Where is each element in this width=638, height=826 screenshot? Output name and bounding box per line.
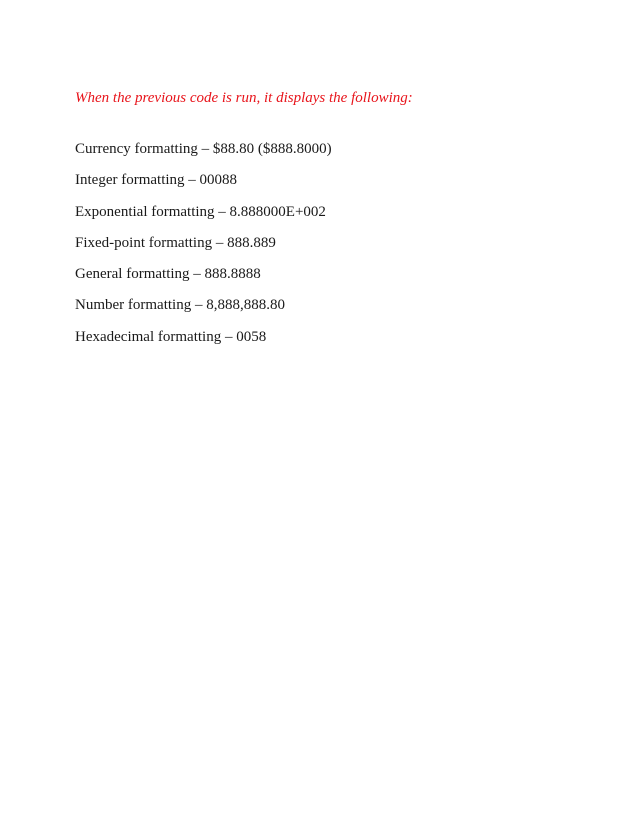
integer-format-line: Integer formatting – 00088 bbox=[75, 172, 238, 189]
number-format-line: Number formatting – 8,888,888.80 bbox=[75, 297, 285, 314]
fixed-point-format-line: Fixed-point formatting – 888.889 bbox=[75, 234, 276, 251]
general-format-line: General formatting – 888.8888 bbox=[75, 266, 261, 283]
hexadecimal-format-line: Hexadecimal formatting – 0058 bbox=[75, 328, 267, 345]
exponential-format-line: Exponential formatting – 8.888000E+002 bbox=[75, 203, 326, 220]
format-results-list bbox=[75, 141, 332, 360]
intro-text: When the previous code is run, it displays the following: bbox=[75, 90, 413, 106]
currency-format-line: Currency formatting – $88.80 ($888.8000) bbox=[75, 141, 332, 157]
